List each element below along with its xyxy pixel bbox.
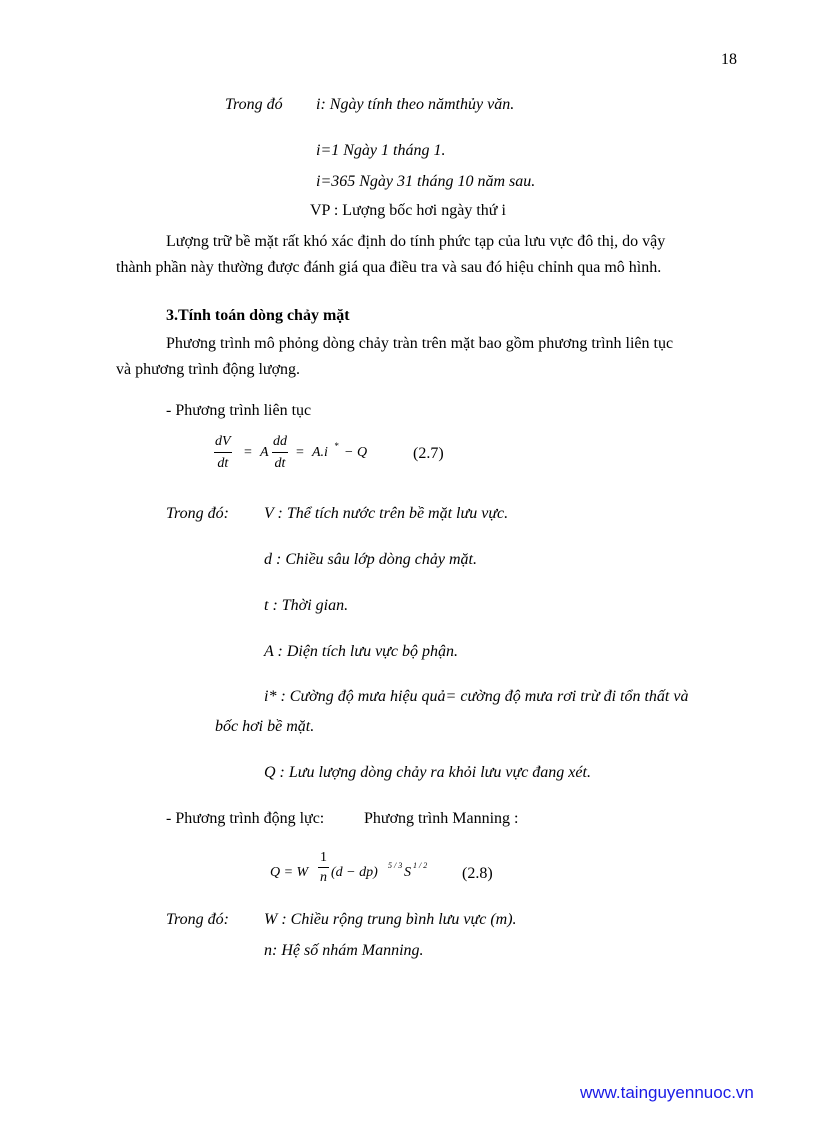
where-label-1: Trong đó bbox=[225, 96, 283, 113]
section-heading: 3.Tính toán dòng chảy mặt bbox=[166, 307, 350, 324]
section-intro-line2: và phương trình động lượng. bbox=[116, 361, 301, 378]
eq-equals-2: = bbox=[296, 445, 304, 460]
eq-s: S bbox=[404, 865, 411, 880]
def-effective-rainfall-line1: i* : Cường độ mưa hiệu quả= cường độ mưa rơi trừ đi tổn thất và bbox=[264, 688, 689, 705]
def-time: t : Thời gian. bbox=[264, 597, 349, 614]
footer-website-link[interactable]: www.tainguyennuoc.vn bbox=[580, 1083, 754, 1102]
frac-num-dd: dd bbox=[272, 435, 288, 453]
frac-den-n: n bbox=[320, 870, 327, 885]
frac-num-one: 1 bbox=[318, 851, 329, 868]
eq-minus-q: − Q bbox=[344, 445, 368, 460]
section-intro-line1: Phương trình mô phỏng dòng chảy tràn trên mặt bao gồm phương trình liên tục bbox=[166, 335, 674, 352]
eq-a: A bbox=[260, 445, 269, 460]
def-i-last: i=365 Ngày 31 tháng 10 năm sau. bbox=[316, 173, 536, 190]
equation-number-2-8: (2.8) bbox=[462, 865, 493, 882]
eq-d-minus-dp: (d − dp) bbox=[331, 865, 378, 880]
continuity-label: - Phương trình liên tục bbox=[166, 402, 312, 419]
fraction-dv-dt bbox=[214, 435, 232, 471]
frac-den-dt2: dt bbox=[274, 456, 286, 471]
def-depth: d : Chiều sâu lớp dòng chảy mặt. bbox=[264, 551, 477, 568]
page-number: 18 bbox=[721, 51, 737, 68]
eq-a-i: A.i bbox=[312, 445, 328, 460]
eq-exponent-5-3: 5 / 3 bbox=[388, 861, 403, 870]
fraction-one-over-n bbox=[318, 851, 329, 885]
equation-2-8 bbox=[270, 851, 510, 897]
eq-equals-1: = bbox=[244, 445, 252, 460]
def-effective-rainfall-line2: bốc hơi bề mặt. bbox=[215, 718, 315, 735]
fraction-dd-dt bbox=[272, 435, 288, 471]
def-discharge: Q : Lưu lượng dòng chảy ra khỏi lưu vực đang xét. bbox=[264, 764, 591, 781]
def-area: A : Diện tích lưu vực bộ phận. bbox=[264, 643, 459, 660]
manning-label: Phương trình Manning : bbox=[364, 810, 519, 827]
momentum-label: - Phương trình động lực: bbox=[166, 810, 325, 827]
def-i: i: Ngày tính theo nămthủy văn. bbox=[316, 96, 515, 113]
def-i-first: i=1 Ngày 1 tháng 1. bbox=[316, 142, 446, 159]
paragraph-storage-line2: thành phần này thường được đánh giá qua điều tra và sau đó hiệu chỉnh qua mô hình. bbox=[116, 259, 662, 276]
eq-q-equals-w: Q = W bbox=[270, 865, 309, 880]
def-manning-n: n: Hệ số nhám Manning. bbox=[264, 942, 424, 959]
eq-exponent-1-2: 1 / 2 bbox=[413, 861, 428, 870]
eq-star-superscript: * bbox=[334, 441, 339, 451]
equation-number-2-7: (2.7) bbox=[413, 445, 444, 462]
where-label-3: Trong đó: bbox=[166, 911, 229, 928]
def-volume: V : Thể tích nước trên bề mặt lưu vực. bbox=[264, 505, 509, 522]
paragraph-storage-line1: Lượng trữ bề mặt rất khó xác định do tính phức tạp của lưu vực đô thị, do vậy bbox=[166, 233, 666, 250]
equation-2-7 bbox=[214, 435, 474, 481]
where-label-2: Trong đó: bbox=[166, 505, 229, 522]
def-width: W : Chiều rộng trung bình lưu vực (m). bbox=[264, 911, 517, 928]
def-vp: VP : Lượng bốc hơi ngày thứ i bbox=[310, 202, 506, 219]
frac-num-dv: dV bbox=[214, 435, 232, 453]
frac-den-dt: dt bbox=[217, 456, 229, 471]
